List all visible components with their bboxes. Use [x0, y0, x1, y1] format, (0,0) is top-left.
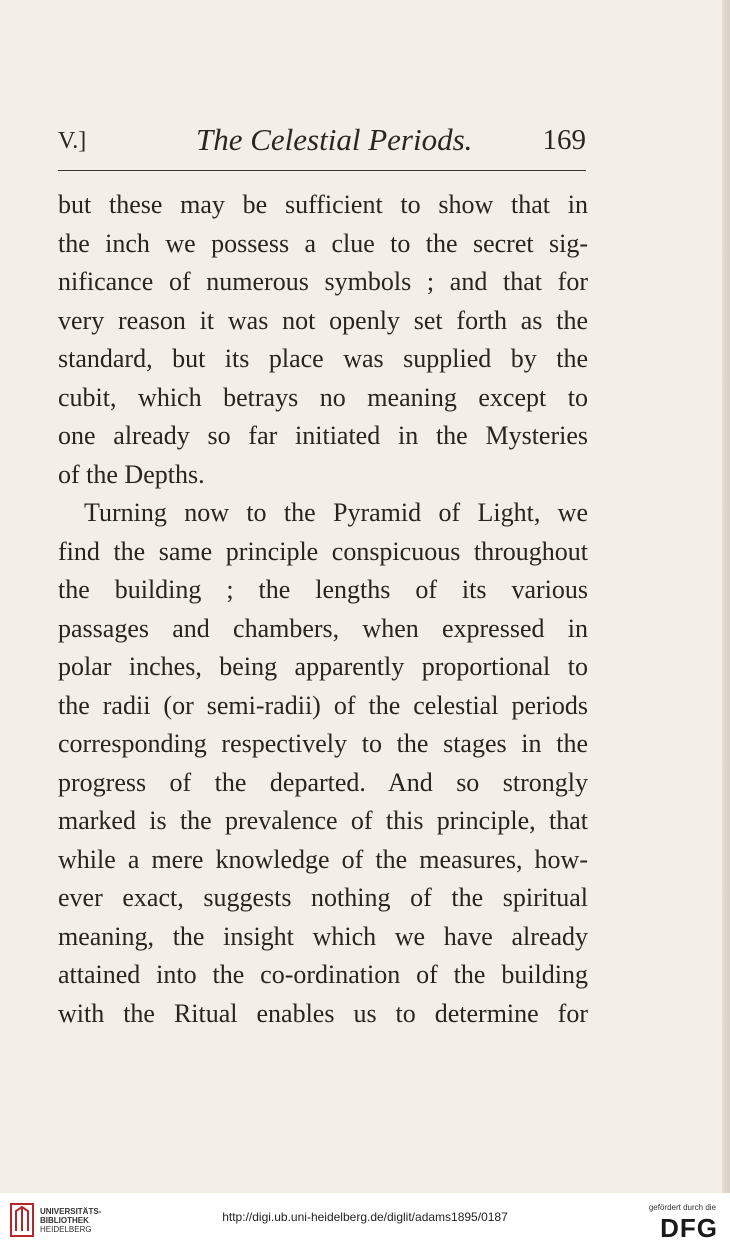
text-line: corresponding respectively to the stages in the	[58, 729, 588, 758]
text-line: standard, but its place was supplied by the	[58, 344, 588, 373]
text-line: of the Depths.	[58, 459, 205, 489]
page-number: 169	[542, 124, 586, 156]
text-line: meaning, the insight which we have already	[58, 921, 588, 951]
text-line: but these may be sufficient to show that in	[58, 190, 588, 219]
header-rule	[58, 170, 586, 171]
text-line: cubit, which betrays no meaning except to	[58, 382, 588, 412]
permalink-url[interactable]: http://digi.ub.uni-heidelberg.de/diglit/adams1895/0187	[222, 1210, 508, 1224]
running-title: The Celestial Periods.	[196, 122, 473, 157]
chapter-marker: V.]	[58, 128, 87, 154]
dfg-logo: DFG	[660, 1213, 718, 1243]
digitization-footer	[0, 1193, 730, 1247]
page-edge-shadow	[722, 0, 730, 1193]
text-line: with the Ritual enables us to determine for	[58, 998, 588, 1028]
library-name-line2: BIBLIOTHEK	[40, 1216, 89, 1225]
text-line: nificance of numerous symbols ; and that for	[58, 267, 588, 296]
text-line: ever exact, suggests nothing of the spiritual	[58, 883, 588, 912]
text-line: very reason it was not openly set forth as the	[58, 305, 588, 335]
text-line: the inch we possess a clue to the secret sig-	[58, 228, 588, 258]
text-line: find the same principle conspicuous throughout	[58, 536, 588, 566]
funding-note: gefördert durch die	[648, 1203, 716, 1212]
text-line: polar inches, being apparently proportional to	[58, 652, 588, 681]
library-name-line3: HEIDELBERG	[40, 1225, 92, 1234]
text-line: one already so far initiated in the Mysteries	[58, 421, 588, 450]
text-line: attained into the co-ordination of the building	[58, 960, 588, 989]
library-name-line1: UNIVERSITÄTS-	[40, 1207, 102, 1216]
text-line: passages and chambers, when expressed in	[58, 613, 588, 643]
body-text	[58, 186, 588, 1033]
text-line: while a mere knowledge of the measures, how-	[58, 844, 588, 874]
text-line: the building ; the lengths of its various	[58, 575, 588, 604]
text-line: the radii (or semi-radii) of the celestial periods	[58, 690, 588, 720]
text-line: Turning now to the Pyramid of Light, we	[84, 498, 588, 527]
text-line: progress of the departed. And so strongly	[58, 767, 588, 797]
text-line: marked is the prevalence of this principle, that	[58, 806, 588, 835]
running-header	[58, 118, 586, 168]
